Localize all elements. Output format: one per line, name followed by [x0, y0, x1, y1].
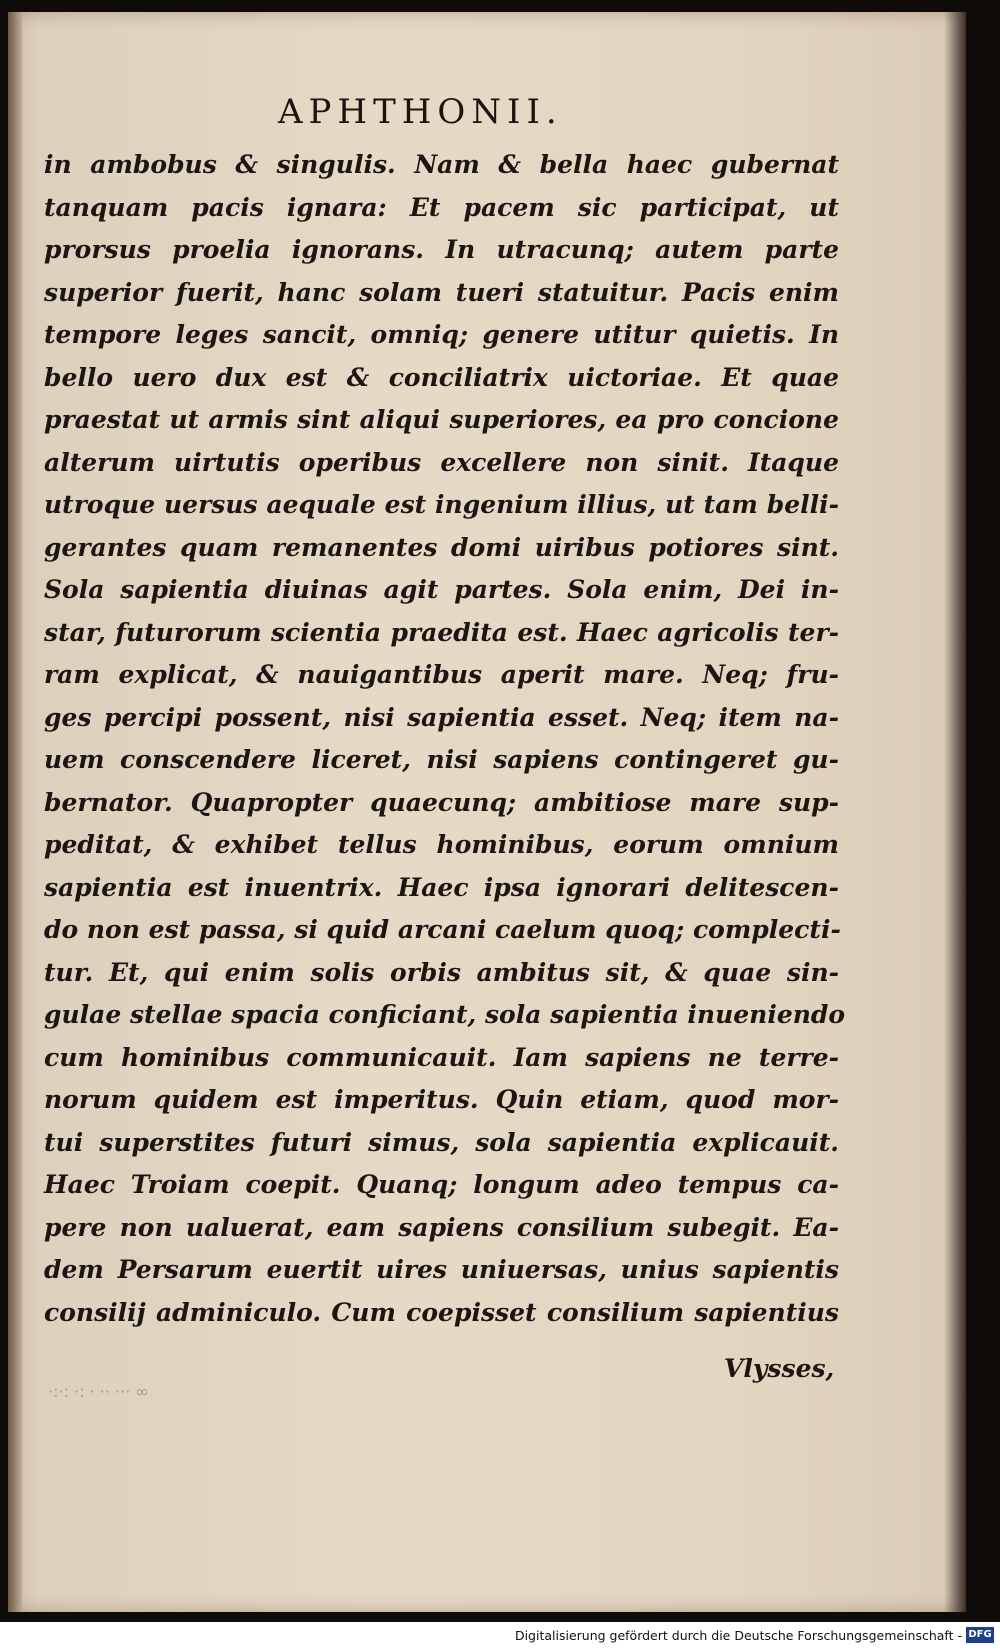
text-line: praestat ut armis sint aliqui superiores, ea pro concione [44, 405, 839, 434]
text-line: peditat, & exhibet tellus hominibus, eorum omnium [44, 830, 839, 859]
catchword: Vlysses, [724, 1354, 835, 1383]
text-line: do non est passa, si quid arcani caelum quoq; complecti- [44, 915, 841, 944]
text-line: alterum uirtutis operibus excellere non sinit. Itaque [44, 447, 839, 477]
text-line: sapientia est inuentrix. Haec ipsa ignorari delitescen- [44, 872, 839, 902]
ink-smudge: ·:·: ·: · ·· ··· ∞ [48, 1382, 149, 1401]
text-line: pere non ualuerat, eam sapiens consilium subegit. Ea- [44, 1212, 839, 1242]
text-line: in ambobus & singulis. Nam & bella haec gubernat [44, 150, 839, 179]
text-line: Sola sapientia diuinas agit partes. Sola enim, Dei in- [44, 575, 839, 604]
text-line: gulae stellae spacia conficiant, sola sapientia inueniendo [44, 1000, 846, 1029]
page-edge-shadow [944, 12, 966, 1612]
text-line: cum hominibus communicauit. Iam sapiens ne terre- [44, 1042, 839, 1072]
footer-credit: Digitalisierung gefördert durch die Deutsche Forschungsgemeinschaft - [514, 1628, 962, 1643]
text-line: gerantes quam remanentes domi uiribus potiores sint. [44, 532, 839, 562]
text-line: utroque uersus aequale est ingenium illius, ut tam belli- [44, 490, 839, 519]
text-line: bernator. Quapropter quaecunq; ambitiose mare sup- [44, 787, 839, 817]
text-line: bello uero dux est & conciliatrix uictoriae. Et quae [44, 362, 839, 392]
text-line: norum quidem est imperitus. Quin etiam, quod mor- [44, 1085, 839, 1114]
text-line: tui superstites futuri simus, sola sapientia explicauit. [44, 1127, 839, 1157]
footer-bar [0, 1622, 1000, 1650]
text-line: superior fuerit, hanc solam tueri statuitur. Pacis enim [44, 277, 839, 307]
text-line: prorsus proelia ignorans. In utracunq; autem parte [44, 235, 839, 264]
text-line: dem Persarum euertit uires uniuersas, unius sapientis [44, 1255, 839, 1284]
text-line: Haec Troiam coepit. Quanq; longum adeo tempus ca- [44, 1170, 839, 1199]
text-line: uem conscendere liceret, nisi sapiens contingeret gu- [44, 745, 839, 774]
running-head: APHTHONII. [278, 92, 563, 132]
text-line: ges percipi possent, nisi sapientia esset. Neq; item na- [44, 702, 839, 732]
text-line: star, futurorum scientia praedita est. Haec agricolis ter- [44, 617, 839, 647]
dfg-logo: DFG [966, 1627, 994, 1643]
book-page [8, 12, 966, 1612]
text-line: consilij adminiculo. Cum coepisset consilium sapientius [44, 1297, 839, 1327]
page-gutter [8, 12, 22, 1612]
text-line: tur. Et, qui enim solis orbis ambitus sit, & quae sin- [44, 957, 839, 987]
text-line: tanquam pacis ignara: Et pacem sic participat, ut [44, 192, 839, 222]
body-text [44, 144, 846, 1334]
text-line: ram explicat, & nauigantibus aperit mare. Neq; fru- [44, 660, 839, 689]
text-line: tempore leges sancit, omniq; genere utitur quietis. In [44, 320, 839, 349]
